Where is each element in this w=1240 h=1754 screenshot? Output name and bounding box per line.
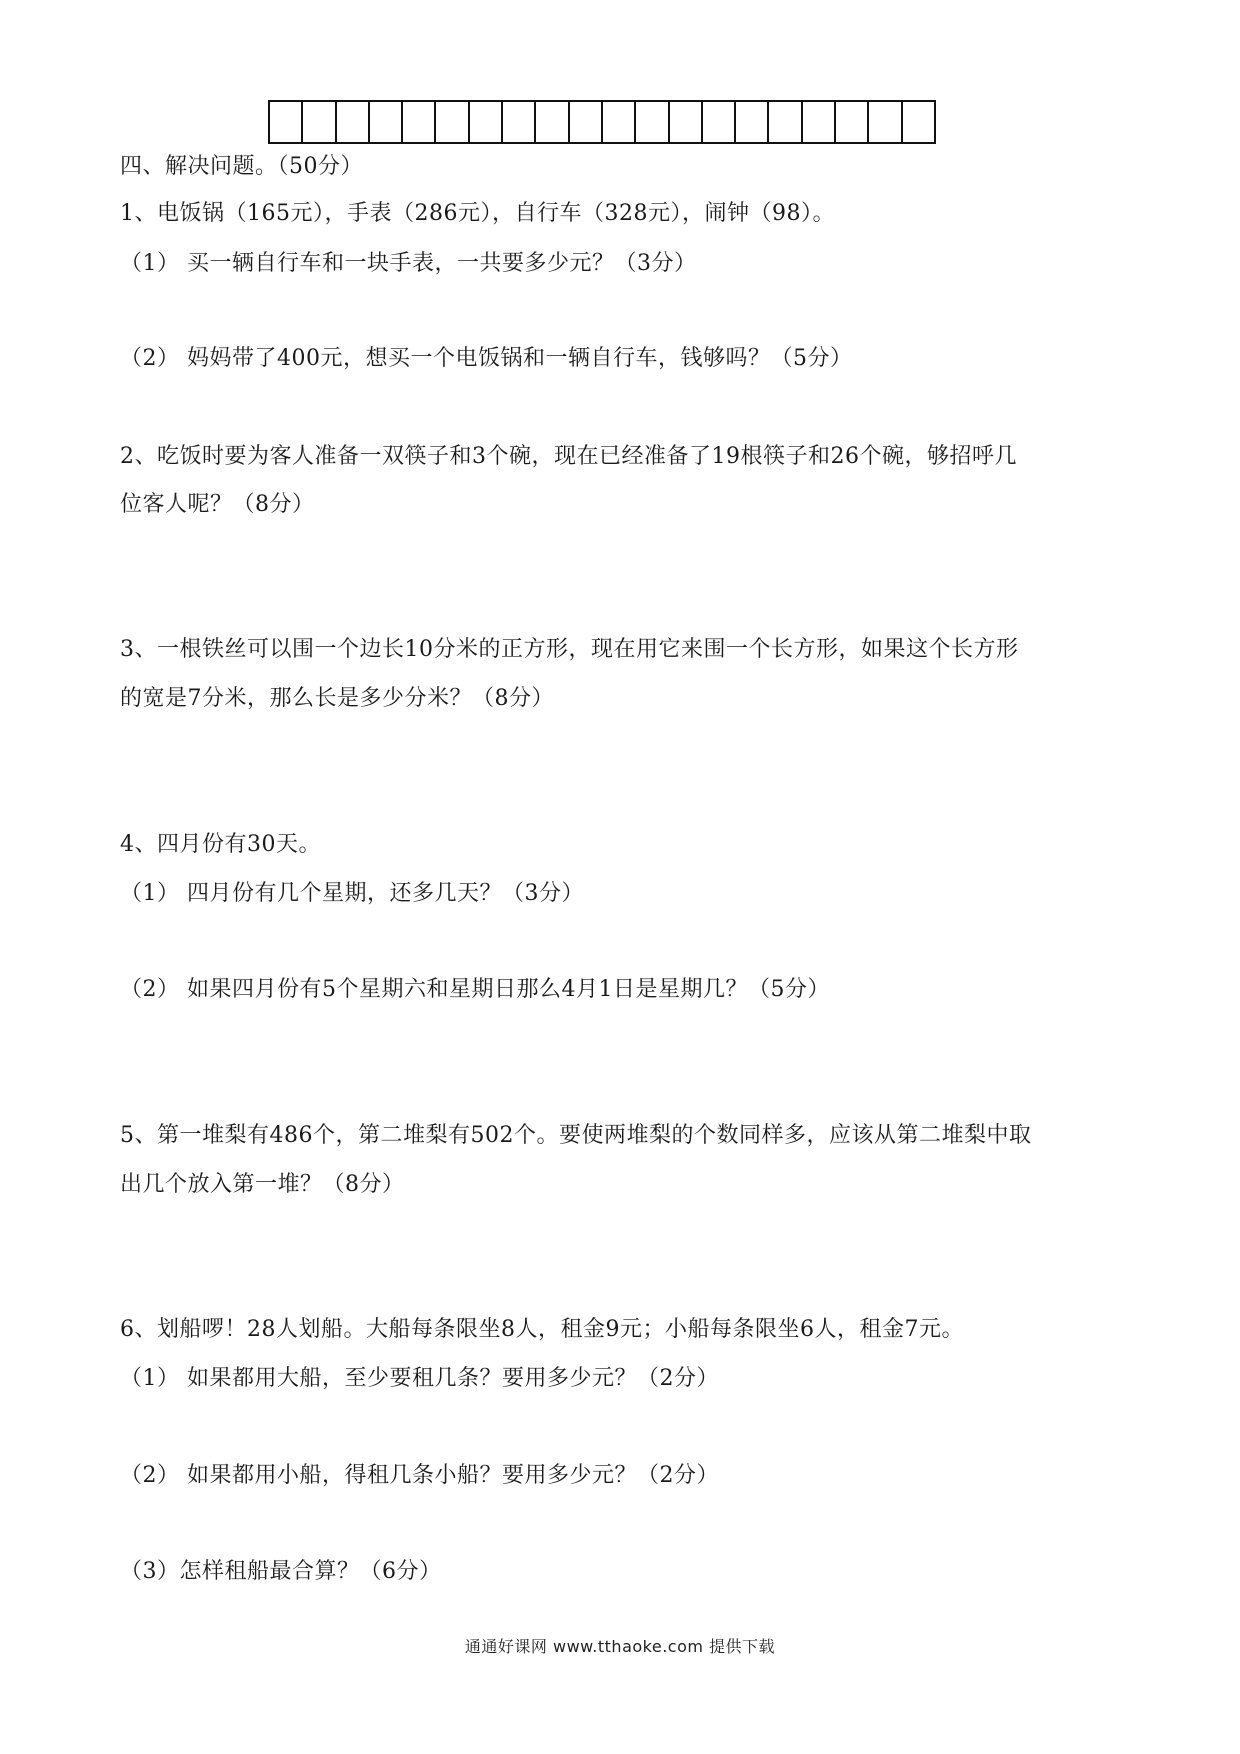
answer-grid — [268, 100, 936, 144]
q6-stem: 6、划船啰！28人划船。大船每条限坐8人，租金9元；小船每条限坐6人，租金7元。 — [120, 1317, 964, 1342]
grid-cell[interactable] — [769, 102, 802, 142]
q6-sub2: （2） 如果都用小船，得租几条小船？要用多少元？（2分） — [120, 1463, 719, 1488]
q1-stem: 1、电饭锅（165元），手表（286元），自行车（328元），闹钟（98）。 — [120, 201, 835, 226]
q2-line2: 位客人呢？（8分） — [120, 492, 315, 517]
q6-sub3: （3）怎样租船最合算？（6分） — [120, 1559, 442, 1584]
q1-sub2: （2） 妈妈带了400元，想买一个电饭锅和一辆自行车，钱够吗？（5分） — [120, 346, 853, 371]
grid-cell[interactable] — [303, 102, 336, 142]
grid-cell[interactable] — [270, 102, 303, 142]
grid-cell[interactable] — [603, 102, 636, 142]
grid-cell[interactable] — [436, 102, 469, 142]
grid-cell[interactable] — [736, 102, 769, 142]
grid-cell[interactable] — [570, 102, 603, 142]
grid-cell[interactable] — [337, 102, 370, 142]
section-heading: 四、解决问题。（50分） — [120, 154, 363, 179]
q3-line1: 3、一根铁丝可以围一个边长10分米的正方形，现在用它来围一个长方形，如果这个长方形 — [120, 637, 1019, 662]
q1-sub1: （1） 买一辆自行车和一块手表，一共要多少元？（3分） — [120, 251, 697, 276]
q4-stem: 4、四月份有30天。 — [120, 832, 321, 857]
grid-cell[interactable] — [670, 102, 703, 142]
grid-cell[interactable] — [869, 102, 902, 142]
grid-cell[interactable] — [370, 102, 403, 142]
grid-cell[interactable] — [803, 102, 836, 142]
q5-line1: 5、第一堆梨有486个，第二堆梨有502个。要使两堆梨的个数同样多，应该从第二堆梨中取 — [120, 1123, 1032, 1148]
footer-credit: 通通好课网 www.tthaoke.com 提供下载 — [464, 1637, 776, 1656]
grid-cell[interactable] — [836, 102, 869, 142]
grid-cell[interactable] — [470, 102, 503, 142]
q3-line2: 的宽是7分米，那么长是多少分米？（8分） — [120, 686, 554, 711]
q4-sub2: （2） 如果四月份有5个星期六和星期日那么4月1日是星期几？（5分） — [120, 977, 830, 1002]
grid-cell[interactable] — [503, 102, 536, 142]
grid-cell[interactable] — [636, 102, 669, 142]
grid-cell[interactable] — [536, 102, 569, 142]
q5-line2: 出几个放入第一堆？（8分） — [120, 1172, 405, 1197]
grid-cell[interactable] — [403, 102, 436, 142]
q6-sub1: （1） 如果都用大船，至少要租几条？要用多少元？（2分） — [120, 1366, 719, 1391]
q4-sub1: （1） 四月份有几个星期，还多几天？（3分） — [120, 881, 584, 906]
grid-cell[interactable] — [703, 102, 736, 142]
grid-cell[interactable] — [903, 102, 936, 142]
q2-line1: 2、吃饭时要为客人准备一双筷子和3个碗，现在已经准备了19根筷子和26个碗，够招呼几 — [120, 444, 1017, 469]
